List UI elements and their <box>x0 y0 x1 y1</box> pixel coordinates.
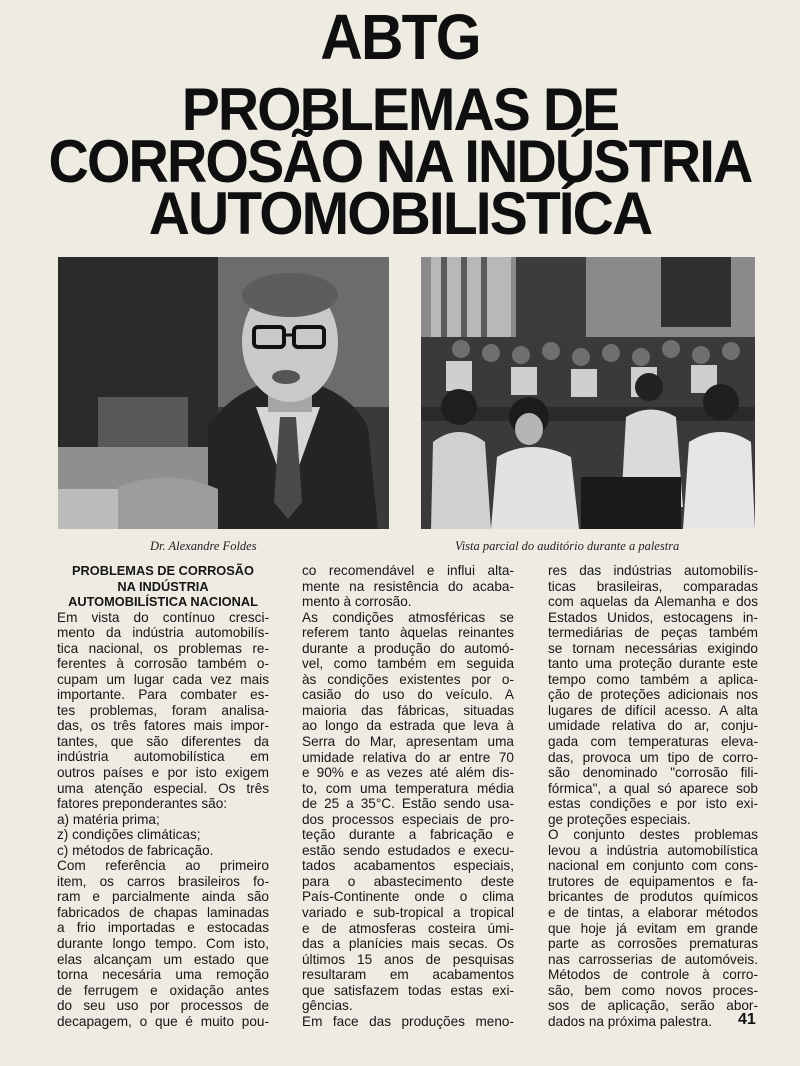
text-line: vel, como também em seguida <box>302 656 514 672</box>
headline-line-3: AUTOMOBILISTÍCA <box>148 180 652 247</box>
text-line: tempo como também a aplica- <box>548 671 758 687</box>
text-line: fórmica", a qual só aparece sob <box>548 780 758 796</box>
text-line: O conjunto destes problemas <box>548 827 758 843</box>
text-line: com aquelas da Alemanha e dos <box>548 594 758 610</box>
text-line: são denominado "corrosão fili- <box>548 765 758 781</box>
text-line: gada com temperaturas eleva- <box>548 734 758 750</box>
text-line: c) métodos de fabricação. <box>57 842 214 858</box>
text-line: sos de aplicação, serão abor- <box>548 998 758 1014</box>
text-line: ticas brasileiras, comparadas <box>548 578 758 594</box>
article-column-2 <box>302 563 514 1029</box>
text-line: últimos 15 anos de pesquisas <box>302 951 514 967</box>
text-line: das, os três fatores mais impor- <box>57 718 269 734</box>
text-line: casião do uso do veículo. A <box>302 687 514 703</box>
speaker-photo-caption: Dr. Alexandre Foldes <box>150 539 257 553</box>
text-line: torna necesária uma remoção <box>57 967 269 983</box>
text-line: a frio importadas e estocadas <box>57 920 269 936</box>
text-line: ao longo da estrada que leva à <box>302 718 514 734</box>
text-line: umidade relativa do ar, conju- <box>548 718 758 734</box>
speaker-photo-image <box>58 257 389 529</box>
text-line: elas alcançam um estado que <box>57 951 269 967</box>
text-line: to, com uma temperatura média <box>302 780 514 796</box>
text-line: Com referência ao primeiro <box>57 858 269 874</box>
text-line: são, bem como novos proces- <box>548 982 758 998</box>
text-line: trutores de equipamentos e fa- <box>548 873 758 889</box>
text-line: item, os carros brasileiros fo- <box>57 873 269 889</box>
text-line: para o abastecimento deste <box>302 873 514 889</box>
text-line: mente na resistência do acaba- <box>302 578 514 594</box>
article-section-heading <box>57 563 269 610</box>
text-line: Em vista do contínuo cresci- <box>57 609 269 625</box>
text-line: As condições atmosféricas se <box>302 609 514 625</box>
text-line: levou a indústria automobilística <box>548 842 758 858</box>
page-number: 41 <box>738 1011 756 1028</box>
text-line: decapagem, o que é muito pou- <box>57 1013 269 1029</box>
article-column-3 <box>548 563 758 1029</box>
text-line: a) matéria prima; <box>57 811 160 827</box>
text-line: que hoje já evitam em grande <box>548 920 758 936</box>
text-line: de ferrugem e oxidação antes <box>57 982 269 998</box>
headline-line-2: CORROSÃO NA INDÚSTRIA <box>48 128 752 195</box>
text-line: cupam um lugar cada vez mais <box>57 671 269 687</box>
text-line: lugares de difícil acesso. A alta <box>548 702 758 718</box>
text-line: e de atmosferas costeira úmi- <box>302 920 514 936</box>
text-line: tados acabamentos especiais, <box>302 858 514 874</box>
auditorium-photo <box>421 257 755 529</box>
text-line: outros países e por isto exigem <box>57 764 269 780</box>
text-line: das a planícies mais secas. Os <box>302 936 514 952</box>
text-line: nas carrosserias de automóveis. <box>548 951 758 967</box>
headline-line-1: PROBLEMAS DE <box>181 76 619 143</box>
text-line: tantes, que são diferentes da <box>57 733 269 749</box>
section-heading-line: NA INDÚSTRIA <box>117 578 209 594</box>
text-line: ção de proteções adicionais nos <box>548 687 758 703</box>
text-line: Em face das produções meno- <box>302 1013 514 1029</box>
text-line: do seu uso por processos de <box>57 998 269 1014</box>
text-line: resultaram em acabamentos <box>302 967 514 983</box>
text-line: nacional em conjunto com cons- <box>548 858 758 874</box>
text-line: tes problemas, foram analisa- <box>57 702 269 718</box>
text-line: termediárias de peças também <box>548 625 758 641</box>
text-line: parte as corrosões prematuras <box>548 936 758 952</box>
text-line: estas condições e por isto exi- <box>548 796 758 812</box>
text-line: uma atenção especial. Os três <box>57 780 269 796</box>
text-line: z) condições climáticas; <box>57 827 201 843</box>
text-line: indústria automobilística em <box>57 749 269 765</box>
auditorium-photo-caption: Vista parcial do auditório durante a palestra <box>455 539 680 553</box>
text-line: se tornam necessárias exigindo <box>548 640 758 656</box>
text-line: durante a produção do automó- <box>302 640 514 656</box>
text-line: tanto uma proteção durante este <box>548 656 758 672</box>
article-headline <box>0 76 800 247</box>
text-line: estão sendo estudados e execu- <box>302 842 514 858</box>
text-line: dos processos especiais de pro- <box>302 811 514 827</box>
text-line: Estados Unidos, estocagens in- <box>548 609 758 625</box>
text-line: ge proteções especiais. <box>548 811 691 827</box>
section-heading-line: AUTOMOBILÍSTICA NACIONAL <box>68 594 258 609</box>
text-line: às condições existentes por o- <box>302 671 514 687</box>
text-line: gências. <box>302 998 353 1014</box>
text-line: tica nacional, os problemas re- <box>57 640 269 656</box>
text-line: fabricados de chapas laminadas <box>57 904 269 920</box>
text-line: mento à corrosão. <box>302 594 412 610</box>
text-line: maioria das fábricas, situadas <box>302 702 514 718</box>
text-line: fatores preponderantes são: <box>57 796 228 812</box>
text-line: ferentes à corrosão também o- <box>57 656 269 672</box>
text-line: ram e parcialmente ainda são <box>57 889 269 905</box>
text-line: Serra do Mar, apresentam uma <box>302 734 514 750</box>
text-line: de 25 a 35°C. Estão sendo usa- <box>302 796 514 812</box>
text-line: País-Continente onde o clima <box>302 889 514 905</box>
text-line: Métodos de controle à corro- <box>548 967 758 983</box>
text-line: bricantes de produtos químicos <box>548 889 758 905</box>
speaker-photo <box>58 257 389 529</box>
text-line: umidade relativa do ar entre 70 <box>302 749 514 765</box>
text-line: referem tanto àquelas reinantes <box>302 625 514 641</box>
text-line: variado e sub-tropical a tropical <box>302 905 514 921</box>
text-line: que satisfazem todas estas exi- <box>302 982 514 998</box>
masthead: ABTG <box>320 1 480 73</box>
text-line: dados na próxima palestra. <box>548 1013 712 1029</box>
section-heading-line: PROBLEMAS DE CORROSÃO <box>71 563 254 578</box>
text-line: importante. Para combater es- <box>57 687 269 703</box>
text-line: teção durante a fabricação e <box>302 827 514 843</box>
text-line: e 90% e as vezes até além dis- <box>302 765 514 781</box>
text-line: co recomendável e influi alta- <box>302 563 514 578</box>
text-line: res das indústrias automobilís- <box>548 563 758 578</box>
article-column-1 <box>57 563 269 1029</box>
text-line: e de tintas, a elaborar métodos <box>548 905 758 921</box>
text-line: durante longo tempo. Com isto, <box>57 935 269 951</box>
text-line: mento da indústria automobilís- <box>57 625 269 641</box>
auditorium-photo-image <box>421 257 755 529</box>
text-line: das, provoca um tipo de corro- <box>548 749 758 765</box>
